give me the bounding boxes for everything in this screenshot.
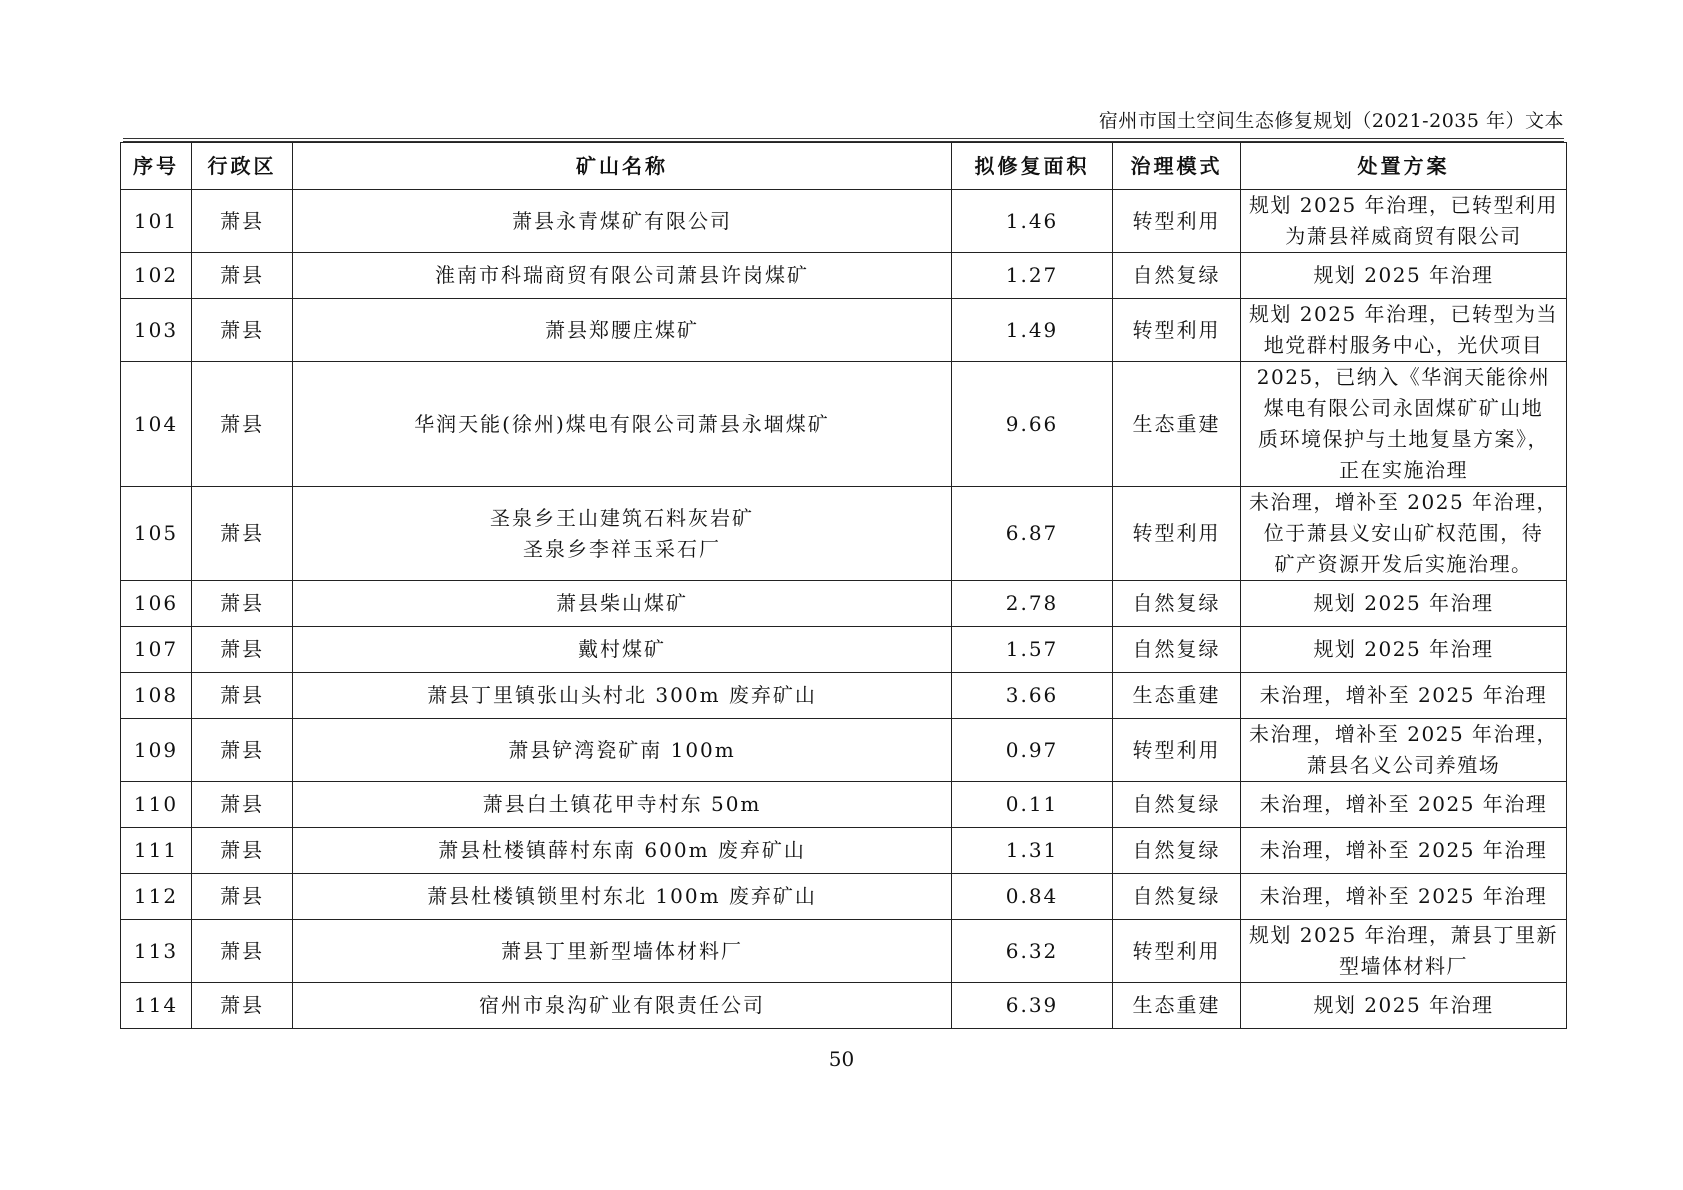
document-header-title: 宿州市国土空间生态修复规划（2021-2035 年）文本 bbox=[1098, 110, 1564, 132]
table-row bbox=[121, 487, 1567, 581]
cell-mine-name: 萧县柴山煤矿 bbox=[293, 581, 952, 627]
table-row bbox=[121, 362, 1567, 487]
cell-district: 萧县 bbox=[192, 190, 293, 253]
cell-district: 萧县 bbox=[192, 253, 293, 299]
column-header-id: 序号 bbox=[121, 143, 192, 190]
cell-id: 114 bbox=[121, 983, 192, 1029]
cell-id: 107 bbox=[121, 627, 192, 673]
cell-district: 萧县 bbox=[192, 983, 293, 1029]
cell-id: 111 bbox=[121, 828, 192, 874]
cell-mode: 转型利用 bbox=[1113, 299, 1241, 362]
cell-area: 1.49 bbox=[952, 299, 1113, 362]
cell-mine-name: 圣泉乡王山建筑石料灰岩矿 圣泉乡李祥玉采石厂 bbox=[293, 487, 952, 581]
cell-mine-name: 萧县杜楼镇薛村东南 600m 废弃矿山 bbox=[293, 828, 952, 874]
cell-plan: 未治理，增补至 2025 年治理 bbox=[1241, 874, 1567, 920]
cell-mine-name: 萧县永青煤矿有限公司 bbox=[293, 190, 952, 253]
cell-plan: 2025，已纳入《华润天能徐州 煤电有限公司永固煤矿矿山地 质环境保护与土地复垦方案》， 正在实施治理 bbox=[1241, 362, 1567, 487]
cell-plan: 规划 2025 年治理 bbox=[1241, 581, 1567, 627]
cell-mine-name: 宿州市泉沟矿业有限责任公司 bbox=[293, 983, 952, 1029]
cell-mode: 转型利用 bbox=[1113, 487, 1241, 581]
cell-district: 萧县 bbox=[192, 828, 293, 874]
cell-mode: 生态重建 bbox=[1113, 673, 1241, 719]
column-header-district: 行政区 bbox=[192, 143, 293, 190]
cell-plan: 规划 2025 年治理 bbox=[1241, 627, 1567, 673]
cell-area: 0.11 bbox=[952, 782, 1113, 828]
cell-id: 102 bbox=[121, 253, 192, 299]
cell-plan: 未治理，增补至 2025 年治理 bbox=[1241, 782, 1567, 828]
cell-area: 6.32 bbox=[952, 920, 1113, 983]
cell-id: 113 bbox=[121, 920, 192, 983]
cell-area: 9.66 bbox=[952, 362, 1113, 487]
table-row bbox=[121, 581, 1567, 627]
cell-mode: 自然复绿 bbox=[1113, 874, 1241, 920]
column-header-plan: 处置方案 bbox=[1241, 143, 1567, 190]
table-row bbox=[121, 983, 1567, 1029]
cell-area: 1.57 bbox=[952, 627, 1113, 673]
cell-district: 萧县 bbox=[192, 581, 293, 627]
cell-district: 萧县 bbox=[192, 920, 293, 983]
table-row bbox=[121, 719, 1567, 782]
cell-plan: 规划 2025 年治理，已转型利用 为萧县祥威商贸有限公司 bbox=[1241, 190, 1567, 253]
cell-id: 109 bbox=[121, 719, 192, 782]
cell-id: 101 bbox=[121, 190, 192, 253]
cell-mine-name: 华润天能(徐州)煤电有限公司萧县永堌煤矿 bbox=[293, 362, 952, 487]
cell-mine-name: 萧县铲湾瓷矿南 100m bbox=[293, 719, 952, 782]
cell-area: 1.27 bbox=[952, 253, 1113, 299]
cell-district: 萧县 bbox=[192, 782, 293, 828]
cell-mine-name: 萧县杜楼镇锁里村东北 100m 废弃矿山 bbox=[293, 874, 952, 920]
table-row bbox=[121, 874, 1567, 920]
cell-mine-name: 萧县郑腰庄煤矿 bbox=[293, 299, 952, 362]
column-header-mode: 治理模式 bbox=[1113, 143, 1241, 190]
table-row bbox=[121, 782, 1567, 828]
cell-area: 3.66 bbox=[952, 673, 1113, 719]
table-row bbox=[121, 299, 1567, 362]
cell-plan: 规划 2025 年治理 bbox=[1241, 983, 1567, 1029]
cell-id: 103 bbox=[121, 299, 192, 362]
table-row bbox=[121, 253, 1567, 299]
cell-mode: 自然复绿 bbox=[1113, 627, 1241, 673]
cell-id: 104 bbox=[121, 362, 192, 487]
cell-mode: 自然复绿 bbox=[1113, 581, 1241, 627]
column-header-mine-name: 矿山名称 bbox=[293, 143, 952, 190]
page-number: 50 bbox=[828, 1047, 855, 1071]
cell-area: 6.39 bbox=[952, 983, 1113, 1029]
table-row bbox=[121, 920, 1567, 983]
cell-district: 萧县 bbox=[192, 487, 293, 581]
table-body bbox=[121, 190, 1567, 1029]
cell-district: 萧县 bbox=[192, 299, 293, 362]
cell-area: 2.78 bbox=[952, 581, 1113, 627]
cell-area: 0.97 bbox=[952, 719, 1113, 782]
cell-mode: 自然复绿 bbox=[1113, 782, 1241, 828]
column-header-area: 拟修复面积 bbox=[952, 143, 1113, 190]
cell-mode: 生态重建 bbox=[1113, 983, 1241, 1029]
cell-area: 1.31 bbox=[952, 828, 1113, 874]
cell-plan: 未治理，增补至 2025 年治理 bbox=[1241, 828, 1567, 874]
cell-id: 106 bbox=[121, 581, 192, 627]
cell-district: 萧县 bbox=[192, 874, 293, 920]
cell-area: 0.84 bbox=[952, 874, 1113, 920]
cell-area: 1.46 bbox=[952, 190, 1113, 253]
cell-mode: 自然复绿 bbox=[1113, 828, 1241, 874]
cell-id: 105 bbox=[121, 487, 192, 581]
mine-restoration-table bbox=[120, 142, 1567, 1029]
cell-plan: 规划 2025 年治理，已转型为当 地党群村服务中心，光伏项目 bbox=[1241, 299, 1567, 362]
cell-mode: 转型利用 bbox=[1113, 190, 1241, 253]
cell-mode: 转型利用 bbox=[1113, 920, 1241, 983]
cell-id: 110 bbox=[121, 782, 192, 828]
cell-id: 108 bbox=[121, 673, 192, 719]
cell-mine-name: 戴村煤矿 bbox=[293, 627, 952, 673]
cell-mode: 自然复绿 bbox=[1113, 253, 1241, 299]
header-rule bbox=[123, 138, 1564, 139]
cell-area: 6.87 bbox=[952, 487, 1113, 581]
cell-mine-name: 淮南市科瑞商贸有限公司萧县许岗煤矿 bbox=[293, 253, 952, 299]
table-row bbox=[121, 828, 1567, 874]
cell-district: 萧县 bbox=[192, 362, 293, 487]
cell-district: 萧县 bbox=[192, 627, 293, 673]
cell-mode: 生态重建 bbox=[1113, 362, 1241, 487]
cell-plan: 未治理，增补至 2025 年治理 bbox=[1241, 673, 1567, 719]
cell-mine-name: 萧县白土镇花甲寺村东 50m bbox=[293, 782, 952, 828]
table-row bbox=[121, 627, 1567, 673]
cell-mine-name: 萧县丁里镇张山头村北 300m 废弃矿山 bbox=[293, 673, 952, 719]
table-row bbox=[121, 190, 1567, 253]
cell-mine-name: 萧县丁里新型墙体材料厂 bbox=[293, 920, 952, 983]
cell-district: 萧县 bbox=[192, 673, 293, 719]
cell-mode: 转型利用 bbox=[1113, 719, 1241, 782]
table-header-row bbox=[121, 143, 1567, 190]
cell-id: 112 bbox=[121, 874, 192, 920]
cell-plan: 未治理，增补至 2025 年治理， 萧县名义公司养殖场 bbox=[1241, 719, 1567, 782]
cell-district: 萧县 bbox=[192, 719, 293, 782]
cell-plan: 规划 2025 年治理 bbox=[1241, 253, 1567, 299]
cell-plan: 未治理，增补至 2025 年治理， 位于萧县义安山矿权范围，待 矿产资源开发后实施治理。 bbox=[1241, 487, 1567, 581]
table-row bbox=[121, 673, 1567, 719]
cell-plan: 规划 2025 年治理，萧县丁里新 型墙体材料厂 bbox=[1241, 920, 1567, 983]
